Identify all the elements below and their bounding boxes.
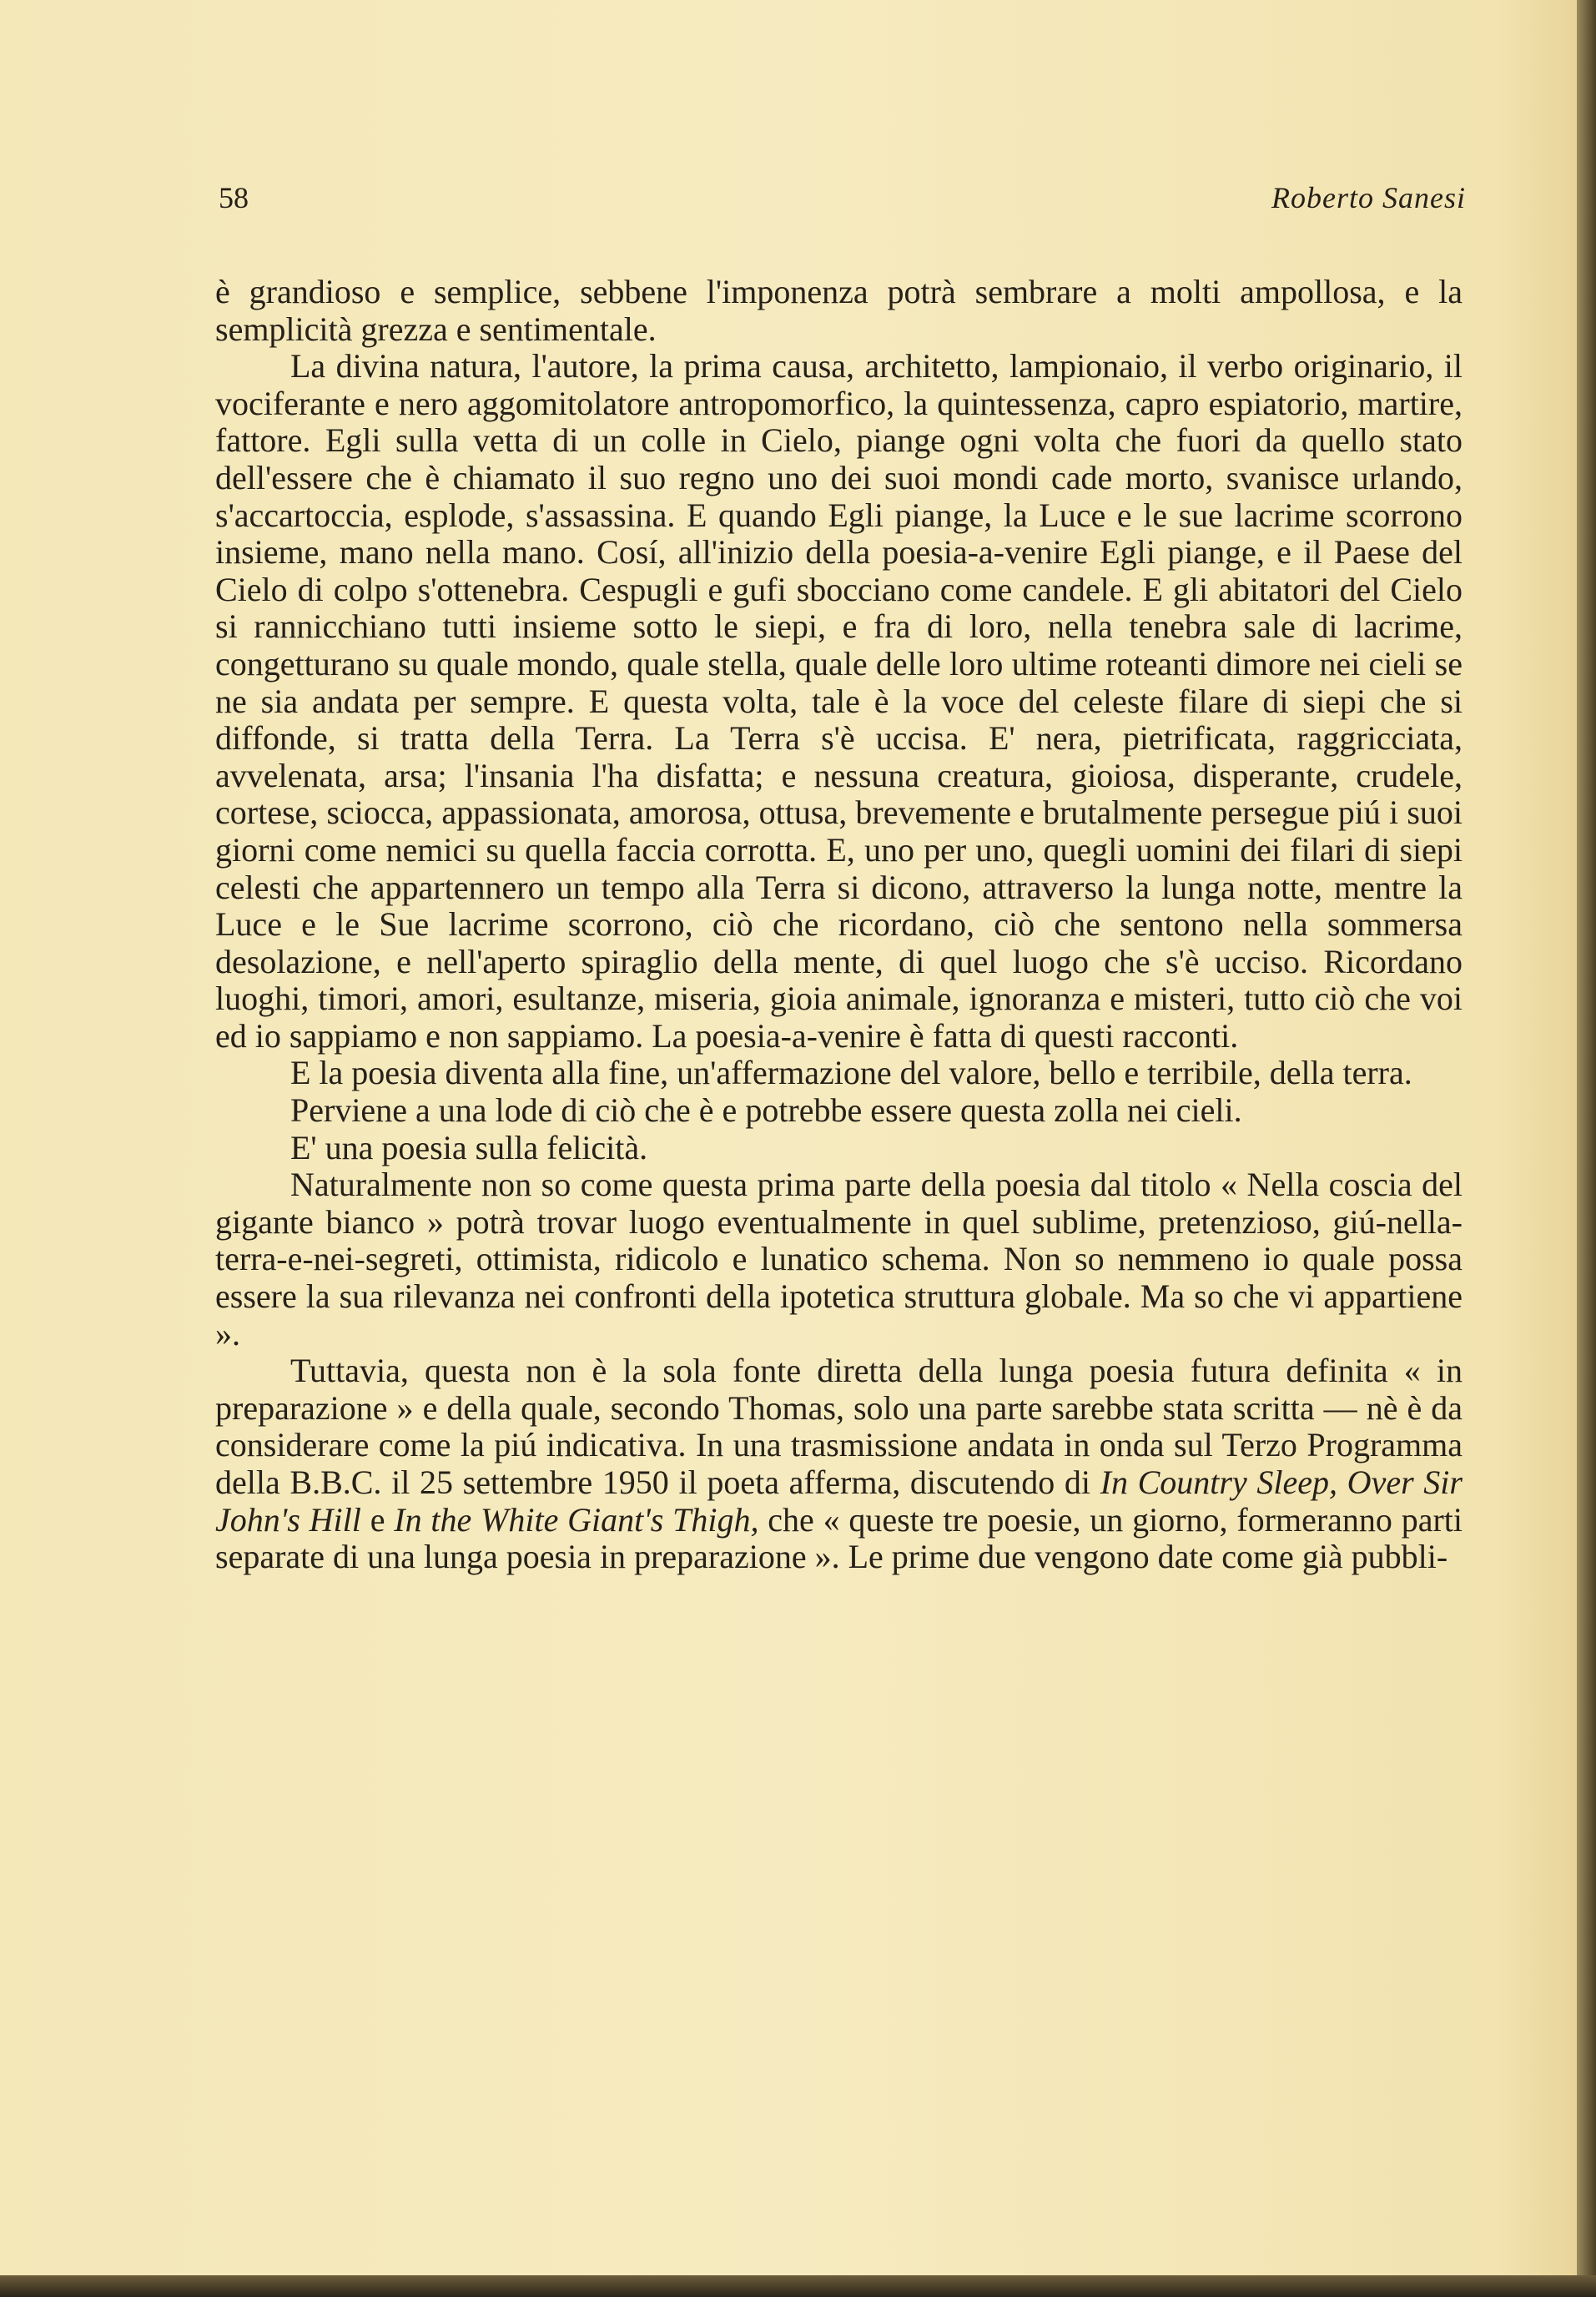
text-run: Perviene a una lode di ciò che è e potrebbe essere questa zolla nei cieli.: [290, 1091, 1242, 1130]
page-bottom-edge: [0, 2275, 1596, 2297]
text-run: è grandioso e semplice, sebbene l'imponenza potrà sembrare a molti ampollosa, e la semplicità grezza e sentimentale.: [215, 273, 1463, 348]
running-head: Roberto Sanesi: [1271, 181, 1466, 214]
page-header: [219, 180, 1466, 230]
paragraph: [215, 1130, 1463, 1167]
text-run: E' una poesia sulla felicità.: [290, 1128, 648, 1166]
page-right-edge: [1577, 0, 1596, 2297]
text-run: Naturalmente non so come questa prima parte della poesia dal titolo « Nella coscia del gigante bianco » potrà trovar luogo eventualmente in quel sublime, pretenzioso, giú-nella-terra-e-nei-segreti, ottimista, ridicolo e lunatico schema. Non so nemmeno io quale possa essere la sua rilevanza nei confronti della ipotetica struttura globale. Ma so che vi appartiene ».: [215, 1166, 1463, 1353]
paragraph: [215, 1353, 1463, 1576]
italic-title: In Country Sleep, Over Sir John's Hill: [215, 1463, 1463, 1539]
paragraph: [215, 1092, 1463, 1130]
paragraph: [215, 1055, 1463, 1092]
page-number: 58: [219, 181, 249, 214]
paragraph: [215, 348, 1463, 1055]
paragraph: [215, 1166, 1463, 1353]
text-run: Tuttavia, questa non è la sola fonte diretta della lunga poesia futura definita « in preparazione » e della quale, secondo Thomas, solo una parte sarebbe stata scritta — nè è da considerare come la piú indicativa. In una trasmissione andata in onda sul Terzo Programma della B.B.C. il 25 settembre 1950 il poeta afferma, discutendo di: [215, 1352, 1463, 1501]
text-run: che « queste tre poesie, un giorno, formeranno parti separate di una lunga poesia in preparazione ». Le prime due vengono date come già pubbli-: [215, 1500, 1463, 1576]
body-text: [215, 274, 1463, 1576]
text-run: La divina natura, l'autore, la prima causa, architetto, lampionaio, il verbo originario, il vociferante e nero aggomitolatore antropomorfico, la quintessenza, capro espiatorio, martire, fattore. Egli sulla vetta di un colle in Cielo, piange ogni volta che fuori da quello stato dell'essere che è chiamato il suo regno uno dei suoi mondi cade morto, svanisce urlando, s'accartoccia, esplode, s'assassina. E quando Egli piange, la Luce e le sue lacrime scorrono insieme, mano nella mano. Cosí, all'inizio della poesia-a-venire Egli piange, e il Paese del Cielo di colpo s'ottenebra. Cespugli e gufi sbocciano come candele. E gli abitatori del Cielo si rannicchiano tutti insieme sotto le siepi, e fra di loro, nella tenebra sale di lacrime, congetturano su quale mondo, quale stella, quale delle loro ultime roteanti dimore nei cieli se ne sia andata per sempre. E questa volta, tale è la voce del celeste filare di siepi che si diffonde, si tratta della Terra. La Terra s'è uccisa. E' nera, pietrificata, raggricciata, avvelenata, arsa; l'insania l'ha disfatta; e nessuna creatura, gioiosa, disperante, crudele, cortese, sciocca, appassionata, amorosa, ottusa, brevemente e brutalmente persegue piú i suoi giorni come nemici su quella faccia corrotta. E, uno per uno, quegli uomini dei filari di siepi celesti che appartennero un tempo alla Terra si dicono, attraverso la lunga notte, mentre la Luce e le Sue lacrime scorrono, ciò che ricordano, ciò che sentono nella sommersa desolazione, e nell'aperto spiraglio della mente, di quel luogo che s'è ucciso. Ricordano luoghi, timori, amori, esultanze, miseria, gioia animale, ignoranza e misteri, tutto ciò che voi ed io sappiamo e non sappiamo. La poesia-a-venire è fatta di questi racconti.: [215, 347, 1463, 1055]
italic-title: In the White Giant's Thigh,: [394, 1500, 759, 1539]
text-run: E la poesia diventa alla fine, un'affermazione del valore, bello e terribile, della terra.: [290, 1054, 1412, 1092]
text-run: e: [360, 1500, 395, 1539]
paragraph: [215, 274, 1463, 348]
